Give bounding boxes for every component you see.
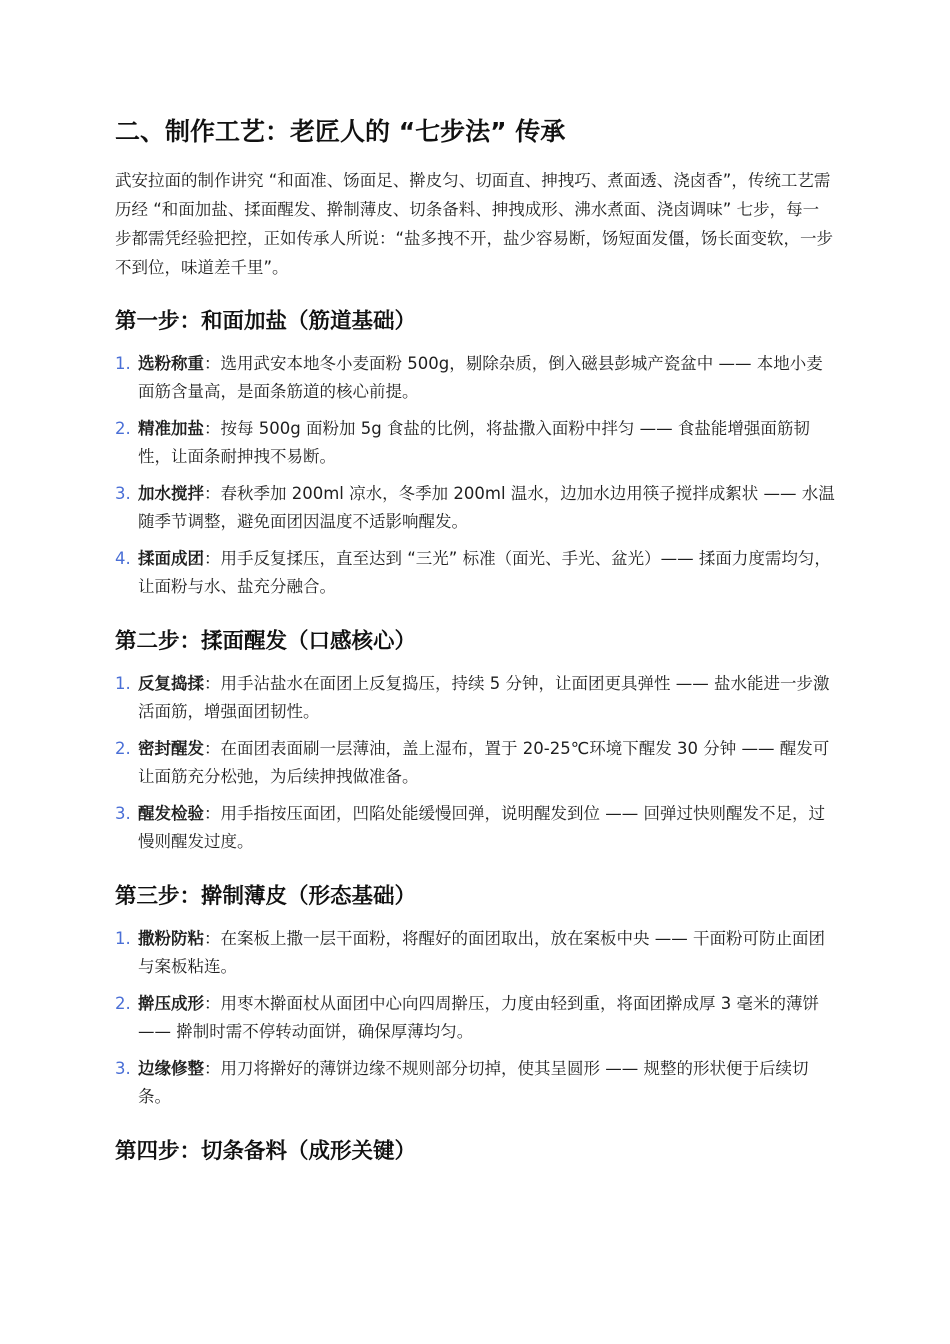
list-item-text: ：在案板上撒一层干面粉，将醒好的面团取出，放在案板中央 —— 干面粉可防止面团与案板粘连。 (138, 929, 825, 976)
list-item-term: 边缘修整 (138, 1059, 204, 1078)
list-item (115, 990, 835, 1045)
list-number: 2. (115, 739, 131, 758)
list-item-text: ：按每 500g 面粉加 5g 食盐的比例，将盐撒入面粉中拌匀 —— 食盐能增强面筋韧性，让面条耐抻拽不易断。 (138, 419, 810, 466)
list-item-text: ：选用武安本地冬小麦面粉 500g，剔除杂质，倒入磁县彭城产瓷盆中 —— 本地小麦面筋含量高，是面条筋道的核心前提。 (138, 354, 823, 401)
list-item-term: 揉面成团 (138, 549, 204, 568)
list-number: 2. (115, 419, 131, 438)
list-item-term: 擀压成形 (138, 994, 204, 1013)
list-item (115, 545, 835, 600)
intro-paragraph: 武安拉面的制作讲究 “和面准、饧面足、擀皮匀、切面直、抻拽巧、煮面透、浇卤香”，传统工艺需历经 “和面加盐、揉面醒发、擀制薄皮、切条备料、抻拽成形、沸水煮面、浇卤调味” 七步，每一步都需凭经验把控，正如传承人所说：“盐多拽不开，盐少容易断，饧短面发僵，饧长面变软，一步不到位，味道差千里”。 (115, 171, 834, 277)
step-heading: 第三步：擀制薄皮（形态基础） (115, 884, 417, 909)
list-item-term: 选粉称重 (138, 354, 204, 373)
list-item-text: ：用手沾盐水在面团上反复捣压，持续 5 分钟，让面团更具弹性 —— 盐水能进一步激活面筋，增强面团韧性。 (138, 674, 830, 721)
list-item (115, 350, 835, 405)
step-heading: 第二步：揉面醒发（口感核心） (115, 629, 417, 654)
list-item (115, 670, 835, 725)
list-item-text: ：用手反复揉压，直至达到 “三光” 标准（面光、手光、盆光）—— 揉面力度需均匀，让面粉与水、盐充分融合。 (138, 549, 831, 596)
list-item-term: 反复捣揉 (138, 674, 204, 693)
list-item (115, 1055, 835, 1110)
list-item-text: ：在面团表面刷一层薄油，盖上湿布，置于 20-25℃环境下醒发 30 分钟 —— 醒发可让面筋充分松弛，为后续抻拽做准备。 (138, 739, 830, 786)
list-item-term: 醒发检验 (138, 804, 204, 823)
list-item-text: ：用刀将擀好的薄饼边缘不规则部分切掉，使其呈圆形 —— 规整的形状便于后续切条。 (138, 1059, 809, 1106)
list-item-text: ：用枣木擀面杖从面团中心向四周擀压，力度由轻到重，将面团擀成厚 3 毫米的薄饼 —— 擀制时需不停转动面饼，确保厚薄均匀。 (138, 994, 819, 1041)
list-number: 3. (115, 484, 131, 503)
list-item-term: 加水搅拌 (138, 484, 204, 503)
list-number: 2. (115, 994, 131, 1013)
list-item (115, 800, 835, 855)
step-section (115, 624, 835, 855)
list-number: 4. (115, 549, 131, 568)
list-item (115, 415, 835, 470)
list-item-term: 密封醒发 (138, 739, 204, 758)
step-list (115, 670, 835, 855)
list-item-text: ：春秋季加 200ml 凉水，冬季加 200ml 温水，边加水边用筷子搅拌成絮状 —— 水温随季节调整，避免面团因温度不适影响醒发。 (138, 484, 835, 531)
list-item-term: 撒粉防粘 (138, 929, 204, 948)
section-heading: 二、制作工艺：老匠人的 “七步法” 传承 (115, 117, 566, 146)
step-heading: 第四步：切条备料（成形关键） (115, 1139, 417, 1164)
step-section (115, 1134, 835, 1170)
list-item-term: 精准加盐 (138, 419, 204, 438)
list-item (115, 925, 835, 980)
list-number: 1. (115, 929, 131, 948)
list-item (115, 480, 835, 535)
step-section (115, 879, 835, 1110)
list-item (115, 735, 835, 790)
list-number: 1. (115, 674, 131, 693)
list-item-text: ：用手指按压面团，凹陷处能缓慢回弹，说明醒发到位 —— 回弹过快则醒发不足，过慢则醒发过度。 (138, 804, 825, 851)
list-number: 3. (115, 1059, 131, 1078)
document-page (115, 112, 835, 1180)
list-number: 1. (115, 354, 131, 373)
step-list (115, 925, 835, 1110)
step-heading: 第一步：和面加盐（筋道基础） (115, 309, 417, 334)
step-section (115, 304, 835, 600)
step-list (115, 350, 835, 600)
list-number: 3. (115, 804, 131, 823)
